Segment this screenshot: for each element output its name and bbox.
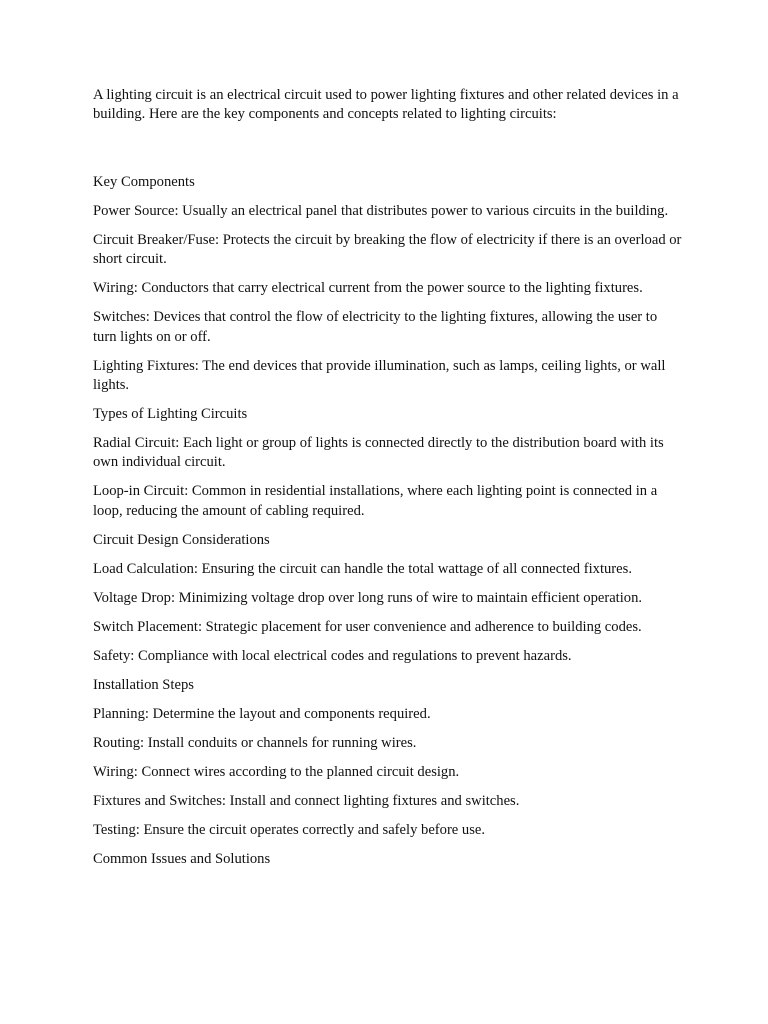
document-body: [93, 86, 683, 879]
wiring-step-paragraph: Wiring: Connect wires according to the planned circuit design.: [93, 763, 460, 780]
types-heading: Types of Lighting Circuits: [93, 406, 248, 423]
load-calculation-paragraph: Load Calculation: Ensuring the circuit can handle the total wattage of all connected fixtures.: [93, 560, 632, 577]
radial-circuit-paragraph: Radial Circuit: Each light or group of lights is connected directly to the distribution board with its own individual circuit.: [93, 435, 664, 471]
switch-placement-paragraph: Switch Placement: Strategic placement for user convenience and adherence to building codes.: [93, 618, 642, 635]
wiring-paragraph: Wiring: Conductors that carry electrical current from the power source to the lighting fixtures.: [93, 280, 643, 297]
testing-paragraph: Testing: Ensure the circuit operates correctly and safely before use.: [93, 821, 486, 838]
power-source-paragraph: Power Source: Usually an electrical panel that distributes power to various circuits in the building.: [93, 202, 669, 219]
switches-paragraph: Switches: Devices that control the flow of electricity to the lighting fixtures, allowing the user to turn lights on or off.: [93, 309, 658, 345]
key-components-heading: Key Components: [93, 173, 195, 190]
fixtures-switches-paragraph: Fixtures and Switches: Install and connect lighting fixtures and switches.: [93, 792, 520, 809]
planning-paragraph: Planning: Determine the layout and components required.: [93, 705, 431, 722]
intro-paragraph: A lighting circuit is an electrical circuit used to power lighting fixtures and other related devices in a building. Here are the key components and concepts related to lighting circuits:: [93, 87, 679, 123]
safety-paragraph: Safety: Compliance with local electrical codes and regulations to prevent hazards.: [93, 647, 572, 664]
lighting-fixtures-paragraph: Lighting Fixtures: The end devices that provide illumination, such as lamps, ceiling lights, or wall lights.: [93, 357, 666, 394]
circuit-breaker-paragraph: Circuit Breaker/Fuse: Protects the circuit by breaking the flow of electricity if there is an overload or short circuit.: [93, 231, 682, 268]
loop-in-circuit-paragraph: Loop-in Circuit: Common in residential installations, where each lighting point is connected in a loop, reducing the amount of cabling required.: [93, 483, 658, 519]
voltage-drop-paragraph: Voltage Drop: Minimizing voltage drop over long runs of wire to maintain efficient operation.: [93, 589, 643, 606]
issues-heading: Common Issues and Solutions: [93, 850, 271, 867]
design-heading: Circuit Design Considerations: [93, 531, 270, 548]
installation-heading: Installation Steps: [93, 676, 194, 693]
routing-paragraph: Routing: Install conduits or channels for running wires.: [93, 734, 417, 751]
